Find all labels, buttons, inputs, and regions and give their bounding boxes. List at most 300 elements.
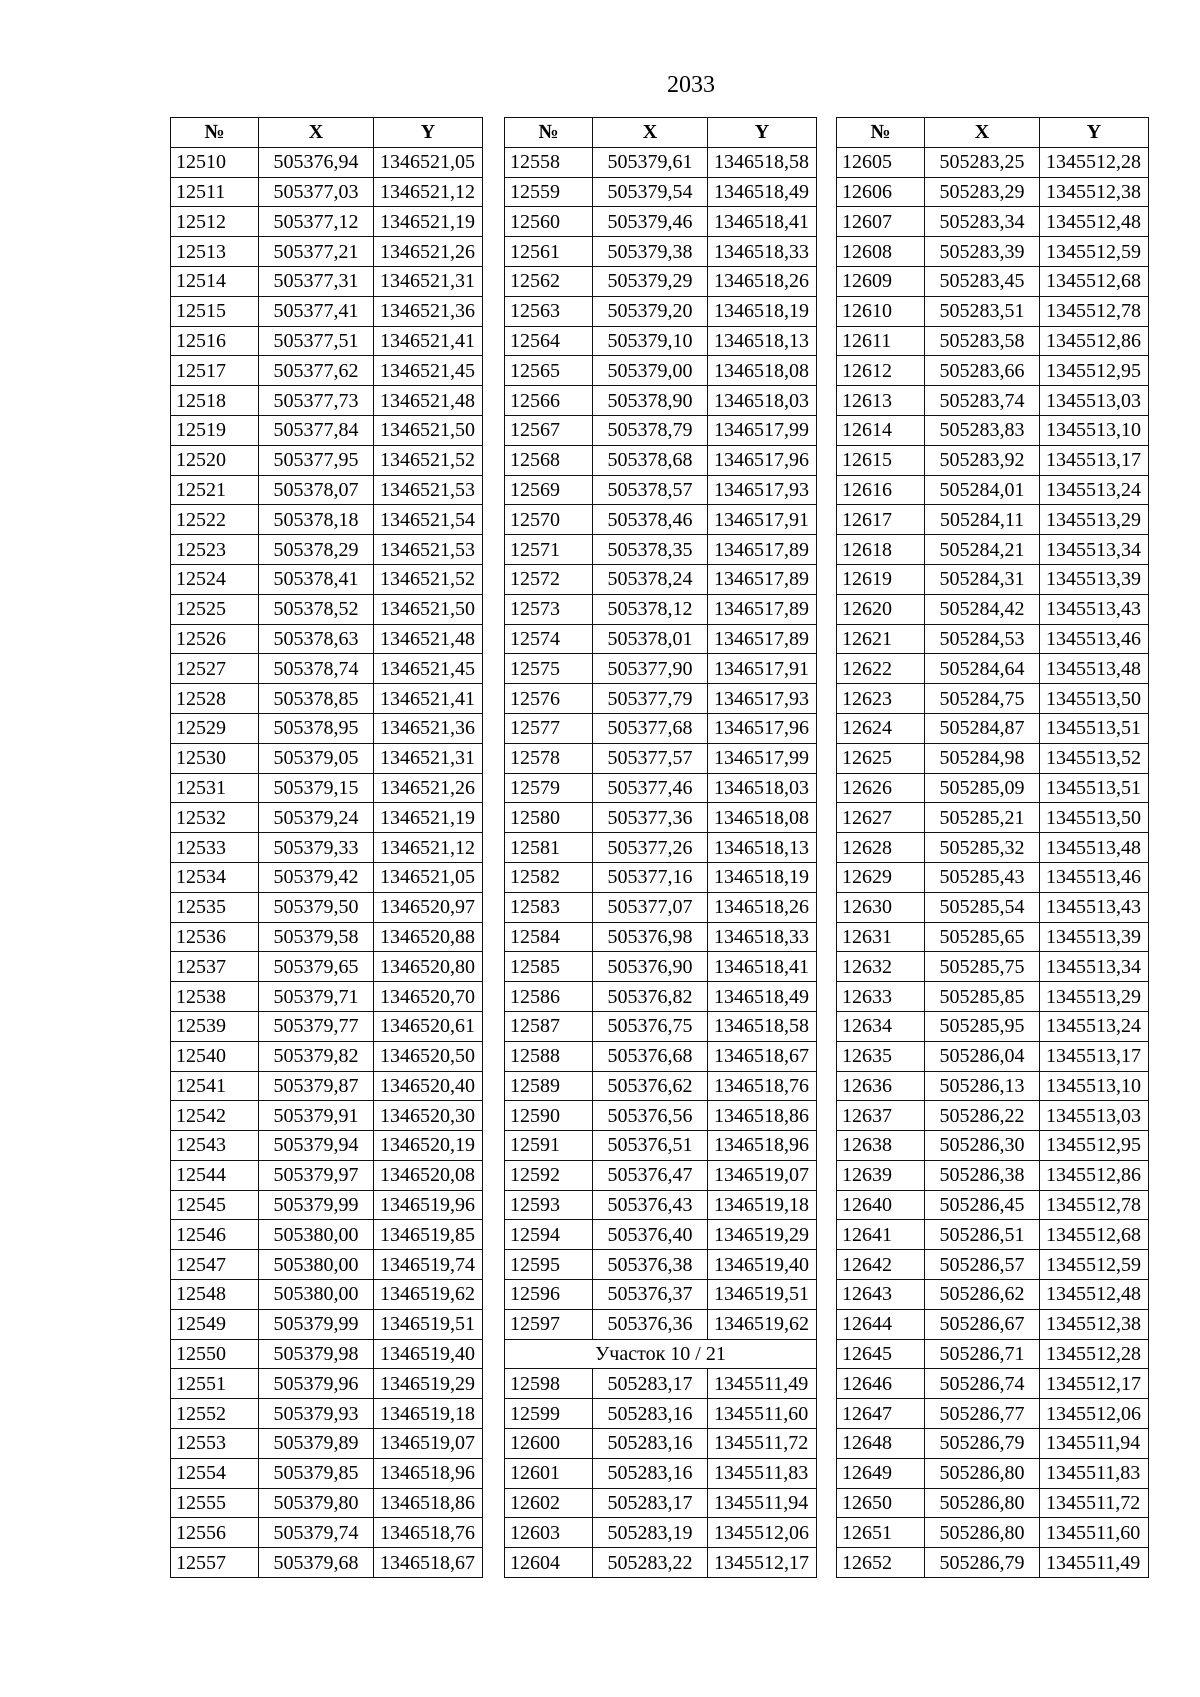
- cell-x: 505376,68: [593, 1041, 708, 1071]
- cell-number: 12563: [505, 296, 593, 326]
- table-row: [171, 1160, 483, 1190]
- cell-number: 12576: [505, 684, 593, 714]
- cell-x: 505379,38: [593, 237, 708, 267]
- cell-number: 12567: [505, 415, 593, 445]
- cell-y: 1346517,89: [708, 564, 817, 594]
- table-row: [837, 1160, 1149, 1190]
- cell-x: 505285,32: [925, 833, 1040, 863]
- table-row: [171, 892, 483, 922]
- cell-number: 12572: [505, 564, 593, 594]
- table-row: [171, 1071, 483, 1101]
- cell-number: 12517: [171, 356, 259, 386]
- cell-y: 1346519,18: [708, 1190, 817, 1220]
- table-row: [171, 1369, 483, 1399]
- cell-y: 1345512,68: [1040, 1220, 1149, 1250]
- cell-number: 12587: [505, 1011, 593, 1041]
- cell-x: 505286,79: [925, 1548, 1040, 1578]
- cell-x: 505377,68: [593, 713, 708, 743]
- cell-x: 505379,89: [259, 1429, 374, 1459]
- cell-y: 1345512,86: [1040, 326, 1149, 356]
- cell-y: 1345513,03: [1040, 1101, 1149, 1131]
- table-row: [171, 624, 483, 654]
- cell-x: 505285,54: [925, 892, 1040, 922]
- cell-y: 1346518,67: [708, 1041, 817, 1071]
- cell-y: 1345513,48: [1040, 833, 1149, 863]
- cell-x: 505379,33: [259, 833, 374, 863]
- cell-number: 12559: [505, 177, 593, 207]
- table-row: [837, 147, 1149, 177]
- header-y: Y: [708, 118, 817, 148]
- cell-number: 12615: [837, 445, 925, 475]
- table-row: [505, 594, 817, 624]
- section-row: [505, 1339, 817, 1369]
- cell-number: 12648: [837, 1429, 925, 1459]
- cell-y: 1346518,86: [708, 1101, 817, 1131]
- table-row: [505, 1101, 817, 1131]
- cell-number: 12584: [505, 922, 593, 952]
- table-row: [171, 1399, 483, 1429]
- cell-x: 505286,80: [925, 1458, 1040, 1488]
- cell-number: 12579: [505, 773, 593, 803]
- cell-number: 12597: [505, 1309, 593, 1339]
- header-number: №: [171, 118, 259, 148]
- cell-x: 505377,12: [259, 207, 374, 237]
- table-row: [837, 1071, 1149, 1101]
- table-row: [505, 684, 817, 714]
- cell-x: 505377,07: [593, 892, 708, 922]
- cell-number: 12519: [171, 415, 259, 445]
- cell-x: 505286,13: [925, 1071, 1040, 1101]
- cell-x: 505283,92: [925, 445, 1040, 475]
- table-row: [171, 713, 483, 743]
- table-row: [837, 415, 1149, 445]
- table-row: [171, 1190, 483, 1220]
- cell-y: 1345512,28: [1040, 1339, 1149, 1369]
- cell-y: 1345513,48: [1040, 654, 1149, 684]
- cell-number: 12632: [837, 952, 925, 982]
- table-row: [171, 177, 483, 207]
- cell-y: 1346521,05: [374, 147, 483, 177]
- cell-number: 12626: [837, 773, 925, 803]
- cell-y: 1345512,17: [1040, 1369, 1149, 1399]
- cell-number: 12536: [171, 922, 259, 952]
- cell-x: 505378,95: [259, 713, 374, 743]
- cell-number: 12532: [171, 803, 259, 833]
- cell-number: 12628: [837, 833, 925, 863]
- cell-x: 505286,57: [925, 1250, 1040, 1280]
- cell-number: 12601: [505, 1458, 593, 1488]
- cell-number: 12574: [505, 624, 593, 654]
- cell-y: 1346518,08: [708, 356, 817, 386]
- cell-number: 12569: [505, 475, 593, 505]
- table-row: [171, 1518, 483, 1548]
- cell-x: 505285,65: [925, 922, 1040, 952]
- cell-number: 12651: [837, 1518, 925, 1548]
- cell-y: 1345512,68: [1040, 266, 1149, 296]
- cell-number: 12550: [171, 1339, 259, 1369]
- cell-number: 12580: [505, 803, 593, 833]
- table-row: [837, 1041, 1149, 1071]
- cell-y: 1346519,07: [374, 1429, 483, 1459]
- table-row: [505, 237, 817, 267]
- cell-number: 12515: [171, 296, 259, 326]
- cell-y: 1345512,38: [1040, 1309, 1149, 1339]
- cell-number: 12510: [171, 147, 259, 177]
- cell-x: 505379,42: [259, 862, 374, 892]
- cell-number: 12561: [505, 237, 593, 267]
- table-row: [505, 1220, 817, 1250]
- cell-x: 505285,43: [925, 862, 1040, 892]
- cell-y: 1346520,88: [374, 922, 483, 952]
- table-row: [505, 1131, 817, 1161]
- cell-x: 505379,15: [259, 773, 374, 803]
- table-row: [505, 773, 817, 803]
- cell-x: 505378,41: [259, 564, 374, 594]
- cell-number: 12620: [837, 594, 925, 624]
- coordinate-tables: [170, 117, 1148, 1592]
- table-row: [505, 803, 817, 833]
- cell-number: 12586: [505, 982, 593, 1012]
- cell-x: 505376,36: [593, 1309, 708, 1339]
- table-row: [171, 1131, 483, 1161]
- table-row: [171, 386, 483, 416]
- cell-x: 505378,29: [259, 535, 374, 565]
- cell-x: 505380,00: [259, 1280, 374, 1310]
- cell-x: 505379,20: [593, 296, 708, 326]
- cell-x: 505283,16: [593, 1399, 708, 1429]
- cell-number: 12568: [505, 445, 593, 475]
- table-row: [171, 743, 483, 773]
- cell-x: 505379,71: [259, 982, 374, 1012]
- cell-x: 505379,50: [259, 892, 374, 922]
- cell-number: 12639: [837, 1160, 925, 1190]
- cell-x: 505378,74: [259, 654, 374, 684]
- table-row: [837, 952, 1149, 982]
- cell-x: 505283,17: [593, 1369, 708, 1399]
- cell-y: 1346521,45: [374, 356, 483, 386]
- cell-number: 12637: [837, 1101, 925, 1131]
- coordinates-table-2: [504, 117, 817, 1578]
- cell-y: 1346521,54: [374, 505, 483, 535]
- header-row: [505, 118, 817, 148]
- table-row: [837, 505, 1149, 535]
- cell-x: 505286,30: [925, 1131, 1040, 1161]
- cell-y: 1345512,38: [1040, 177, 1149, 207]
- cell-number: 12516: [171, 326, 259, 356]
- table-row: [171, 564, 483, 594]
- table-row: [837, 1309, 1149, 1339]
- cell-x: 505284,98: [925, 743, 1040, 773]
- cell-number: 12646: [837, 1369, 925, 1399]
- table-row: [837, 475, 1149, 505]
- cell-y: 1345511,60: [1040, 1518, 1149, 1548]
- cell-y: 1345512,48: [1040, 207, 1149, 237]
- cell-y: 1345512,95: [1040, 1131, 1149, 1161]
- cell-number: 12525: [171, 594, 259, 624]
- cell-x: 505377,95: [259, 445, 374, 475]
- cell-x: 505376,75: [593, 1011, 708, 1041]
- cell-x: 505378,07: [259, 475, 374, 505]
- cell-number: 12514: [171, 266, 259, 296]
- cell-x: 505380,00: [259, 1220, 374, 1250]
- cell-number: 12641: [837, 1220, 925, 1250]
- table-row: [171, 862, 483, 892]
- cell-y: 1346520,40: [374, 1071, 483, 1101]
- table-row: [171, 1011, 483, 1041]
- cell-number: 12596: [505, 1280, 593, 1310]
- cell-x: 505378,85: [259, 684, 374, 714]
- cell-x: 505286,79: [925, 1429, 1040, 1459]
- cell-number: 12543: [171, 1131, 259, 1161]
- cell-y: 1345511,83: [708, 1458, 817, 1488]
- cell-x: 505379,65: [259, 952, 374, 982]
- cell-number: 12538: [171, 982, 259, 1012]
- cell-number: 12571: [505, 535, 593, 565]
- table-row: [505, 624, 817, 654]
- cell-number: 12551: [171, 1369, 259, 1399]
- cell-y: 1346521,12: [374, 177, 483, 207]
- cell-x: 505379,99: [259, 1190, 374, 1220]
- cell-y: 1346518,41: [708, 207, 817, 237]
- cell-number: 12631: [837, 922, 925, 952]
- cell-y: 1346521,41: [374, 326, 483, 356]
- cell-x: 505377,51: [259, 326, 374, 356]
- table-row: [505, 922, 817, 952]
- cell-number: 12611: [837, 326, 925, 356]
- cell-y: 1346519,85: [374, 1220, 483, 1250]
- cell-number: 12604: [505, 1548, 593, 1578]
- cell-y: 1346518,67: [374, 1548, 483, 1578]
- cell-x: 505286,22: [925, 1101, 1040, 1131]
- cell-x: 505285,85: [925, 982, 1040, 1012]
- table-row: [505, 862, 817, 892]
- cell-number: 12581: [505, 833, 593, 863]
- cell-x: 505376,56: [593, 1101, 708, 1131]
- cell-y: 1346518,13: [708, 833, 817, 863]
- cell-x: 505283,19: [593, 1518, 708, 1548]
- table-row: [837, 1220, 1149, 1250]
- cell-number: 12602: [505, 1488, 593, 1518]
- cell-number: 12557: [171, 1548, 259, 1578]
- cell-y: 1346520,97: [374, 892, 483, 922]
- cell-y: 1346519,74: [374, 1250, 483, 1280]
- cell-x: 505284,53: [925, 624, 1040, 654]
- cell-y: 1346521,41: [374, 684, 483, 714]
- cell-x: 505379,61: [593, 147, 708, 177]
- table-row: [505, 1458, 817, 1488]
- cell-y: 1345512,48: [1040, 1280, 1149, 1310]
- header-x: X: [593, 118, 708, 148]
- cell-x: 505376,43: [593, 1190, 708, 1220]
- cell-number: 12605: [837, 147, 925, 177]
- cell-x: 505378,35: [593, 535, 708, 565]
- cell-number: 12541: [171, 1071, 259, 1101]
- table-row: [505, 713, 817, 743]
- cell-y: 1345513,39: [1040, 922, 1149, 952]
- cell-x: 505376,62: [593, 1071, 708, 1101]
- table-row: [505, 1309, 817, 1339]
- cell-y: 1346517,99: [708, 743, 817, 773]
- cell-x: 505377,21: [259, 237, 374, 267]
- cell-y: 1346520,61: [374, 1011, 483, 1041]
- cell-number: 12585: [505, 952, 593, 982]
- cell-y: 1346520,80: [374, 952, 483, 982]
- table-row: [171, 356, 483, 386]
- cell-y: 1346520,08: [374, 1160, 483, 1190]
- cell-number: 12638: [837, 1131, 925, 1161]
- cell-number: 12542: [171, 1101, 259, 1131]
- cell-y: 1346518,33: [708, 922, 817, 952]
- table-row: [837, 266, 1149, 296]
- cell-y: 1345513,17: [1040, 445, 1149, 475]
- cell-y: 1346519,62: [708, 1309, 817, 1339]
- cell-y: 1346521,12: [374, 833, 483, 863]
- table-row: [837, 1280, 1149, 1310]
- cell-number: 12592: [505, 1160, 593, 1190]
- cell-y: 1345513,43: [1040, 892, 1149, 922]
- cell-number: 12548: [171, 1280, 259, 1310]
- header-y: Y: [1040, 118, 1149, 148]
- table-row: [837, 1101, 1149, 1131]
- cell-number: 12642: [837, 1250, 925, 1280]
- cell-y: 1346518,03: [708, 386, 817, 416]
- cell-y: 1345512,06: [1040, 1399, 1149, 1429]
- cell-y: 1345511,94: [708, 1488, 817, 1518]
- cell-y: 1345513,34: [1040, 535, 1149, 565]
- cell-y: 1345512,59: [1040, 1250, 1149, 1280]
- cell-y: 1345512,06: [708, 1518, 817, 1548]
- cell-y: 1345513,24: [1040, 475, 1149, 505]
- cell-x: 505376,47: [593, 1160, 708, 1190]
- coordinates-table-1: [170, 117, 483, 1578]
- cell-number: 12625: [837, 743, 925, 773]
- table-row: [171, 147, 483, 177]
- cell-number: 12523: [171, 535, 259, 565]
- cell-y: 1346518,08: [708, 803, 817, 833]
- cell-number: 12590: [505, 1101, 593, 1131]
- cell-x: 505283,17: [593, 1488, 708, 1518]
- cell-number: 12547: [171, 1250, 259, 1280]
- cell-x: 505380,00: [259, 1250, 374, 1280]
- cell-x: 505286,74: [925, 1369, 1040, 1399]
- cell-x: 505284,11: [925, 505, 1040, 535]
- cell-x: 505377,57: [593, 743, 708, 773]
- cell-y: 1345512,59: [1040, 237, 1149, 267]
- cell-y: 1346518,86: [374, 1488, 483, 1518]
- table-row: [505, 1250, 817, 1280]
- cell-x: 505378,46: [593, 505, 708, 535]
- cell-x: 505376,40: [593, 1220, 708, 1250]
- cell-y: 1345513,50: [1040, 803, 1149, 833]
- cell-number: 12583: [505, 892, 593, 922]
- cell-number: 12544: [171, 1160, 259, 1190]
- table-row: [505, 892, 817, 922]
- cell-x: 505283,83: [925, 415, 1040, 445]
- cell-number: 12598: [505, 1369, 593, 1399]
- cell-y: 1346517,91: [708, 654, 817, 684]
- cell-y: 1346517,91: [708, 505, 817, 535]
- cell-x: 505285,75: [925, 952, 1040, 982]
- table-row: [171, 326, 483, 356]
- cell-y: 1345511,72: [1040, 1488, 1149, 1518]
- cell-y: 1346519,29: [708, 1220, 817, 1250]
- cell-x: 505283,58: [925, 326, 1040, 356]
- cell-x: 505377,16: [593, 862, 708, 892]
- cell-x: 505286,51: [925, 1220, 1040, 1250]
- table-row: [505, 952, 817, 982]
- cell-number: 12594: [505, 1220, 593, 1250]
- cell-y: 1346521,36: [374, 296, 483, 326]
- cell-x: 505283,29: [925, 177, 1040, 207]
- cell-x: 505377,36: [593, 803, 708, 833]
- cell-number: 12521: [171, 475, 259, 505]
- cell-number: 12570: [505, 505, 593, 535]
- table-row: [171, 1280, 483, 1310]
- cell-number: 12621: [837, 624, 925, 654]
- table-row: [837, 1131, 1149, 1161]
- table-row: [171, 1309, 483, 1339]
- cell-y: 1346518,58: [708, 147, 817, 177]
- cell-x: 505376,90: [593, 952, 708, 982]
- cell-x: 505284,01: [925, 475, 1040, 505]
- table-row: [505, 1399, 817, 1429]
- cell-x: 505285,21: [925, 803, 1040, 833]
- cell-y: 1346518,03: [708, 773, 817, 803]
- cell-x: 505376,51: [593, 1131, 708, 1161]
- cell-number: 12533: [171, 833, 259, 863]
- table-row: [837, 684, 1149, 714]
- table-row: [171, 535, 483, 565]
- cell-y: 1345511,49: [708, 1369, 817, 1399]
- cell-x: 505285,95: [925, 1011, 1040, 1041]
- cell-number: 12650: [837, 1488, 925, 1518]
- cell-number: 12518: [171, 386, 259, 416]
- cell-x: 505379,93: [259, 1399, 374, 1429]
- cell-number: 12647: [837, 1399, 925, 1429]
- table-row: [505, 1369, 817, 1399]
- cell-x: 505378,57: [593, 475, 708, 505]
- cell-y: 1345513,50: [1040, 684, 1149, 714]
- cell-x: 505284,42: [925, 594, 1040, 624]
- cell-x: 505284,75: [925, 684, 1040, 714]
- cell-y: 1345512,95: [1040, 356, 1149, 386]
- cell-number: 12540: [171, 1041, 259, 1071]
- cell-number: 12552: [171, 1399, 259, 1429]
- cell-y: 1346521,50: [374, 415, 483, 445]
- table-row: [505, 1011, 817, 1041]
- table-row: [505, 1518, 817, 1548]
- table-row: [171, 1250, 483, 1280]
- table-row: [837, 535, 1149, 565]
- cell-x: 505378,01: [593, 624, 708, 654]
- cell-number: 12644: [837, 1309, 925, 1339]
- cell-x: 505379,29: [593, 266, 708, 296]
- page-number: 2033: [667, 72, 715, 98]
- table-row: [505, 266, 817, 296]
- cell-x: 505377,26: [593, 833, 708, 863]
- cell-x: 505379,24: [259, 803, 374, 833]
- table-row: [171, 922, 483, 952]
- table-row: [837, 1369, 1149, 1399]
- cell-x: 505378,12: [593, 594, 708, 624]
- cell-y: 1346519,40: [708, 1250, 817, 1280]
- table-row: [171, 684, 483, 714]
- cell-y: 1345513,51: [1040, 713, 1149, 743]
- cell-y: 1346518,33: [708, 237, 817, 267]
- cell-y: 1345511,49: [1040, 1548, 1149, 1578]
- header-x: X: [259, 118, 374, 148]
- cell-number: 12599: [505, 1399, 593, 1429]
